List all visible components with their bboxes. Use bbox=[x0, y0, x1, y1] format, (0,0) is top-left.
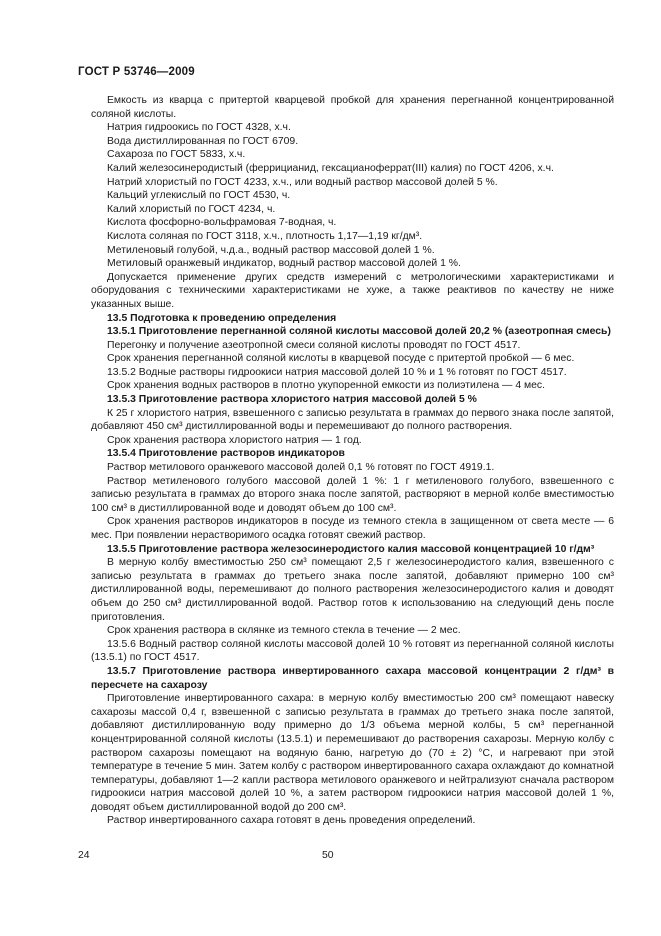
paragraph: Срок хранения водных растворов в плотно укупоренной емкости из полиэтилена — 4 мес. bbox=[107, 380, 546, 392]
paragraph: Калий хлористый по ГОСТ 4234, ч. bbox=[107, 203, 276, 215]
page-number-left: 24 bbox=[78, 850, 90, 861]
paragraph: Кислота соляная по ГОСТ 3118, х.ч., плотность 1,17—1,19 кг/дм³. bbox=[107, 230, 423, 242]
paragraph: Кислота фосфорно-вольфрамовая 7-водная, ч. bbox=[107, 217, 337, 229]
paragraph: Кальций углекислый по ГОСТ 4530, ч. bbox=[107, 190, 291, 202]
subsection-heading: 13.5.7 Приготовление раствора инвертированного сахара массовой концентрации 2 г/дм³ в пересчете на сахарозу bbox=[91, 665, 614, 691]
subsection-heading: 13.5.4 Приготовление растворов индикаторов bbox=[107, 448, 345, 460]
subsection-heading: 13.5.3 Приготовление раствора хлористого натрия массовой долей 5 % bbox=[107, 394, 477, 406]
document-body bbox=[91, 94, 614, 828]
subsection-heading: 13.5.1 Приготовление перегнанной соляной кислоты массовой долей 20,2 % (азеотропная смесь) bbox=[107, 326, 611, 338]
paragraph: 13.5.2 Водные растворы гидроокиси натрия массовой долей 10 % и 1 % готовят по ГОСТ 4517. bbox=[107, 366, 567, 378]
paragraph: Метиленовый голубой, ч.д.а., водный раствор массовой долей 1 %. bbox=[107, 244, 435, 256]
paragraph: Срок хранения раствора хлористого натрия — 1 год. bbox=[107, 434, 362, 446]
paragraph: Калий железосинеродистый (феррицианид, гексацианоферрат(III) калия) по ГОСТ 4206, х.ч. bbox=[107, 162, 554, 174]
paragraph: Вода дистиллированная по ГОСТ 6709. bbox=[107, 135, 299, 147]
section-heading: 13.5 Подготовка к проведению определения bbox=[107, 312, 337, 324]
page-number-center: 50 bbox=[322, 850, 334, 861]
paragraph: Раствор инвертированного сахара готовят в день проведения определений. bbox=[107, 815, 476, 827]
document-header: ГОСТ Р 53746—2009 bbox=[78, 66, 195, 78]
paragraph: Срок хранения раствора в склянке из темного стекла в течение — 2 мес. bbox=[107, 625, 461, 637]
paragraph: Срок хранения перегнанной соляной кислоты в кварцевой посуде с притертой пробкой — 6 мес. bbox=[107, 353, 575, 365]
paragraph: В мерную колбу вместимостью 250 см³ помещают 2,5 г железосинеродистого калия, взвешенного с записью результата в граммах до третьего знака после запятой, добавляют примерно 100 см³ дистиллированной воды, перемешивают до полного растворения железосинеродистого калия и доводят объем до 250 см³ дистиллированной водой. Раствор готов к использованию на следующий день после приготовления. bbox=[91, 557, 614, 623]
paragraph: Перегонку и получение азеотропной смеси соляной кислоты проводят по ГОСТ 4517. bbox=[107, 339, 521, 351]
paragraph: Емкость из кварца с притертой кварцевой пробкой для хранения перегнанной концентрированной соляной кислоты. bbox=[91, 95, 614, 120]
paragraph: К 25 г хлористого натрия, взвешенного с записью результата в граммах до первого знака после запятой, добавляют 450 см³ дистиллированной воды и перемешивают до полного растворения. bbox=[91, 407, 614, 433]
paragraph: Раствор метиленового голубого массовой долей 1 %: 1 г метиленового голубого, взвешенного с записью результата в граммах до второго знака после запятой, растворяют в мерной колбе вместимостью 100 см³ в дистиллированной воде и доводят объем до 100 см³. bbox=[91, 475, 614, 514]
paragraph: 13.5.6 Водный раствор соляной кислоты массовой долей 10 % готовят из перегнанной соляной кислоты (13.5.1) по ГОСТ 4517. bbox=[91, 638, 614, 664]
subsection-heading: 13.5.5 Приготовление раствора железосинеродистого калия массовой концентрацией 10 г/дм³ bbox=[107, 543, 595, 555]
paragraph: Допускается применение других средств измерений с метрологическими характеристиками и оборудования с техническими характеристиками не хуже, а также реактивов по качеству не ниже указанных выше. bbox=[91, 271, 614, 310]
paragraph: Натрий хлористый по ГОСТ 4233, х.ч., или водный раствор массовой долей 5 %. bbox=[107, 176, 498, 188]
paragraph: Сахароза по ГОСТ 5833, х.ч. bbox=[107, 149, 246, 161]
paragraph: Раствор метилового оранжевого массовой долей 0,1 % готовят по ГОСТ 4919.1. bbox=[107, 462, 495, 474]
paragraph: Приготовление инвертированного сахара: в мерную колбу вместимостью 200 см³ помещают навеску сахарозы массой 0,4 г, взвешенной с записью результата в граммах до третьего знака после запятой, добавляют дистиллированную воду примерно до 1/3 объема мерной колбы, 5 см³ перегнанной концентрированной соляной кислоты (13.5.1) и перемешивают до растворения сахарозы. Мерную колбу с раствором сахарозы помещают на водяную баню, нагретую до (70 ± 2) °С, и нагревают при этой температуре в течение 5 мин. Затем колбу с раствором инвертированного сахара охлаждают до комнатной температуры, добавляют 1—2 капли раствора метилового оранжевого и нейтрализуют сначала раствором гидроокиси натрия массовой долей 10 %, а затем раствором гидроокиси натрия массовой долей 1 %, доводят объем дистиллированной водой до 200 см³. bbox=[91, 693, 614, 813]
paragraph: Натрия гидроокись по ГОСТ 4328, х.ч. bbox=[107, 122, 291, 134]
paragraph: Метиловый оранжевый индикатор, водный раствор массовой долей 1 %. bbox=[107, 258, 461, 270]
paragraph: Срок хранения растворов индикаторов в посуде из темного стекла в защищенном от света месте — 6 мес. При появлении нерастворимого осадка готовят свежий раствор. bbox=[91, 516, 614, 541]
